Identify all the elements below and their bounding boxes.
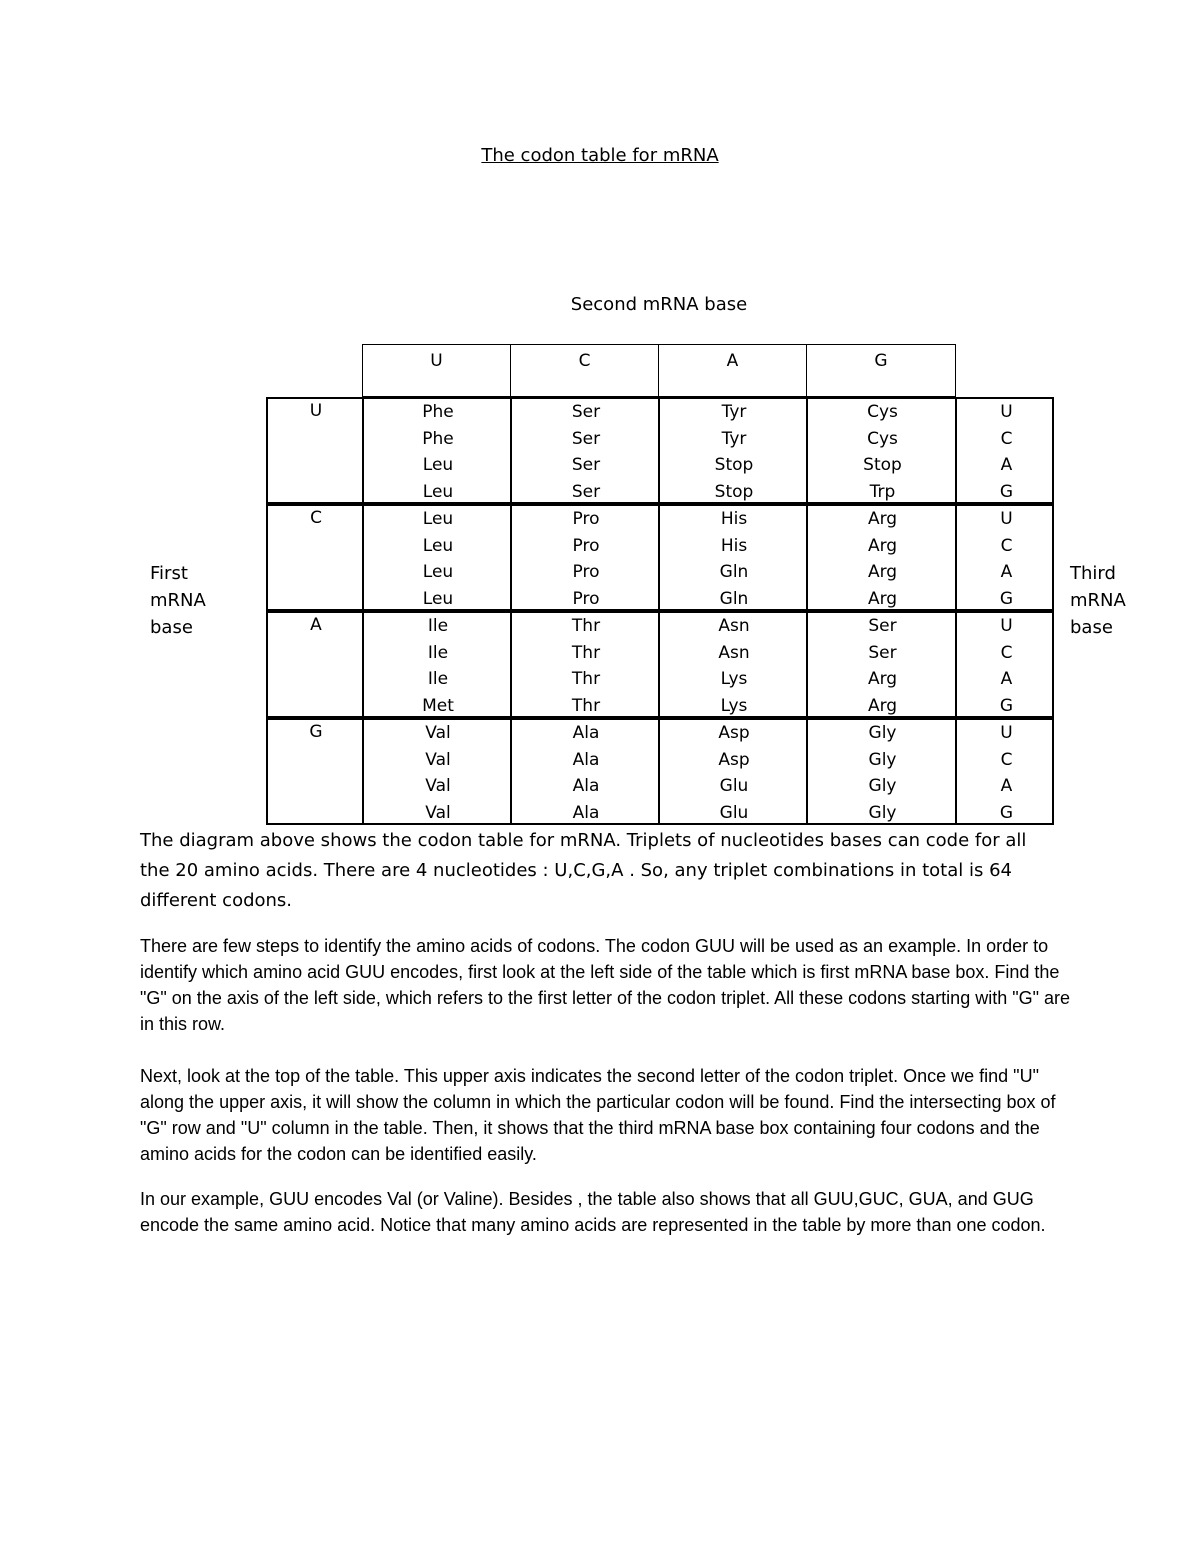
third-base-cell: A (1000, 669, 1013, 689)
second-base-header-cell: A (658, 344, 807, 397)
amino-acid-cell: Ile (427, 616, 449, 636)
first-base-row-block (266, 718, 1054, 825)
amino-acid-cell: Leu (422, 481, 454, 502)
amino-acid-cell: Ala (572, 802, 600, 823)
steps-paragraph: There are few steps to identify the amino acids of codons. The codon GUU will be used as an example. In order to identify which amino acid GUU encodes, first look at the left side of the table which is first mRNA base box. Find the "G" on the axis of the left side, which refers to the first letter of the codon triplet. All these codons starting with "G" are in this row. (140, 936, 1071, 1034)
amino-acid-cell: Glu (719, 802, 749, 823)
amino-acid-cell: Pro (572, 535, 600, 556)
amino-acid-cell: Gln (719, 562, 749, 582)
third-base-cell: C (1000, 642, 1013, 663)
amino-acid-cell: Stop (863, 455, 902, 475)
amino-acid-cell: Thr (571, 669, 601, 689)
first-base-row-block (266, 504, 1054, 611)
third-base-label-line: mRNA (1070, 590, 1126, 611)
amino-acid-cell: Lys (720, 695, 748, 716)
amino-acid-cell: Glu (719, 776, 749, 796)
amino-acid-cell: Thr (571, 695, 601, 716)
amino-acid-cell: Ser (868, 642, 897, 663)
first-base-label-line: mRNA (150, 590, 206, 611)
amino-acid-cell: Lys (720, 669, 748, 689)
amino-acid-cell: Tyr (721, 428, 747, 449)
third-base-cell: U (1000, 616, 1013, 636)
page-title: The codon table for mRNA (481, 145, 719, 166)
third-base-label-line: base (1070, 617, 1113, 638)
third-base-cell: A (1000, 455, 1013, 475)
third-base-cell: U (1000, 402, 1013, 422)
first-base-row-block (266, 397, 1054, 504)
amino-acid-cell: Ser (571, 402, 601, 422)
amino-acid-cell: Trp (869, 481, 896, 502)
first-base-row-block (266, 611, 1054, 718)
third-base-cell: C (1000, 535, 1013, 556)
amino-acid-cell: Arg (867, 695, 898, 716)
amino-acid-cell: Thr (571, 642, 601, 663)
third-base-cell: A (1000, 562, 1013, 582)
amino-acid-cell: His (720, 509, 748, 529)
amino-acid-cell: Gly (868, 802, 897, 823)
second-base-header-cell: G (806, 344, 956, 397)
amino-acid-cell: Pro (572, 509, 600, 529)
codon-table (266, 344, 1054, 826)
amino-acid-cell: Stop (714, 455, 754, 475)
third-base-axis-label (1070, 560, 1126, 641)
amino-acid-cell: Cys (867, 402, 898, 422)
amino-acid-cell: Phe (422, 402, 454, 422)
amino-acid-cell: Arg (867, 588, 898, 609)
third-base-cell: C (1000, 749, 1013, 770)
amino-acid-cell: Leu (422, 455, 454, 475)
amino-acid-cell: Asp (718, 723, 750, 743)
first-base-cell: G (309, 722, 323, 742)
first-base-label-line: base (150, 617, 193, 638)
amino-acid-cell: Ser (571, 455, 601, 475)
third-base-cell: A (1000, 776, 1013, 796)
amino-acid-cell: Phe (422, 428, 454, 449)
amino-acid-cell: Leu (422, 535, 454, 556)
amino-acid-cell: Ala (572, 749, 600, 770)
third-base-cell: C (1000, 428, 1013, 449)
amino-acid-cell: Gln (719, 588, 749, 609)
first-base-cell: U (309, 401, 323, 421)
amino-acid-cell: Pro (572, 588, 600, 609)
amino-acid-cell: Ser (571, 428, 601, 449)
amino-acid-cell: Val (425, 749, 451, 770)
first-base-cell: A (310, 615, 322, 635)
second-base-header-cell: C (510, 344, 659, 397)
third-base-cell: U (1000, 723, 1013, 743)
amino-acid-cell: Stop (714, 481, 754, 502)
amino-acid-cell: Leu (422, 562, 454, 582)
amino-acid-cell: Ser (571, 481, 601, 502)
amino-acid-cell: Ala (572, 776, 600, 796)
amino-acid-cell: Asn (718, 616, 750, 636)
amino-acid-cell: Arg (867, 669, 898, 689)
third-base-cell: G (999, 695, 1014, 716)
next-step-paragraph: Next, look at the top of the table. This upper axis indicates the second letter of the codon triplet. Once we find "U" along the upper axis, it will show the column in which the particular codon will be found. Find the intersecting box of "G" row and "U" column in the table. Then, it shows that the third mRNA base box containing four codons and the amino acids for the codon can be identified easily. (140, 1066, 1056, 1164)
second-base-header-cell: U (362, 344, 511, 397)
second-base-axis-label: Second mRNA base (570, 294, 748, 315)
amino-acid-cell: Pro (572, 562, 600, 582)
intro-paragraph: The diagram above shows the codon table for mRNA. Triplets of nucleotides bases can code for all the 20 amino acids. There are 4 nucleotides : U,C,G,A . So, any triplet combinations in total is 64 different codons. (140, 830, 1027, 911)
amino-acid-cell: Gly (868, 723, 897, 743)
amino-acid-cell: Tyr (721, 402, 747, 422)
amino-acid-cell: Ile (427, 642, 449, 663)
amino-acid-cell: Arg (867, 535, 898, 556)
amino-acid-cell: Asn (718, 642, 750, 663)
first-base-cell: C (310, 508, 322, 528)
amino-acid-cell: Gly (868, 749, 897, 770)
amino-acid-cell: His (720, 535, 748, 556)
third-base-cell: G (999, 481, 1014, 502)
third-base-cell: G (999, 802, 1014, 823)
first-base-label-line: First (150, 563, 188, 584)
first-base-axis-label (150, 560, 206, 641)
amino-acid-cell: Val (425, 723, 451, 743)
amino-acid-cell: Asp (718, 749, 750, 770)
third-base-cell: G (999, 588, 1014, 609)
amino-acid-cell: Ala (572, 723, 600, 743)
amino-acid-cell: Arg (867, 562, 898, 582)
example-paragraph: In our example, GUU encodes Val (or Valine). Besides , the table also shows that all GUU,GUC, GUA, and GUG encode the same amino acid. Notice that many amino acids are represented in the table by more than one codon. (140, 1189, 1046, 1235)
amino-acid-cell: Met (422, 695, 454, 716)
amino-acid-cell: Cys (867, 428, 898, 449)
amino-acid-cell: Val (425, 802, 451, 823)
amino-acid-cell: Ser (868, 616, 897, 636)
amino-acid-cell: Leu (422, 509, 454, 529)
amino-acid-cell: Leu (422, 588, 454, 609)
amino-acid-cell: Thr (571, 616, 601, 636)
amino-acid-cell: Ile (427, 669, 449, 689)
amino-acid-cell: Val (425, 776, 451, 796)
amino-acid-cell: Gly (868, 776, 897, 796)
third-base-label-line: Third (1070, 563, 1116, 584)
third-base-cell: U (1000, 509, 1013, 529)
amino-acid-cell: Arg (867, 509, 898, 529)
